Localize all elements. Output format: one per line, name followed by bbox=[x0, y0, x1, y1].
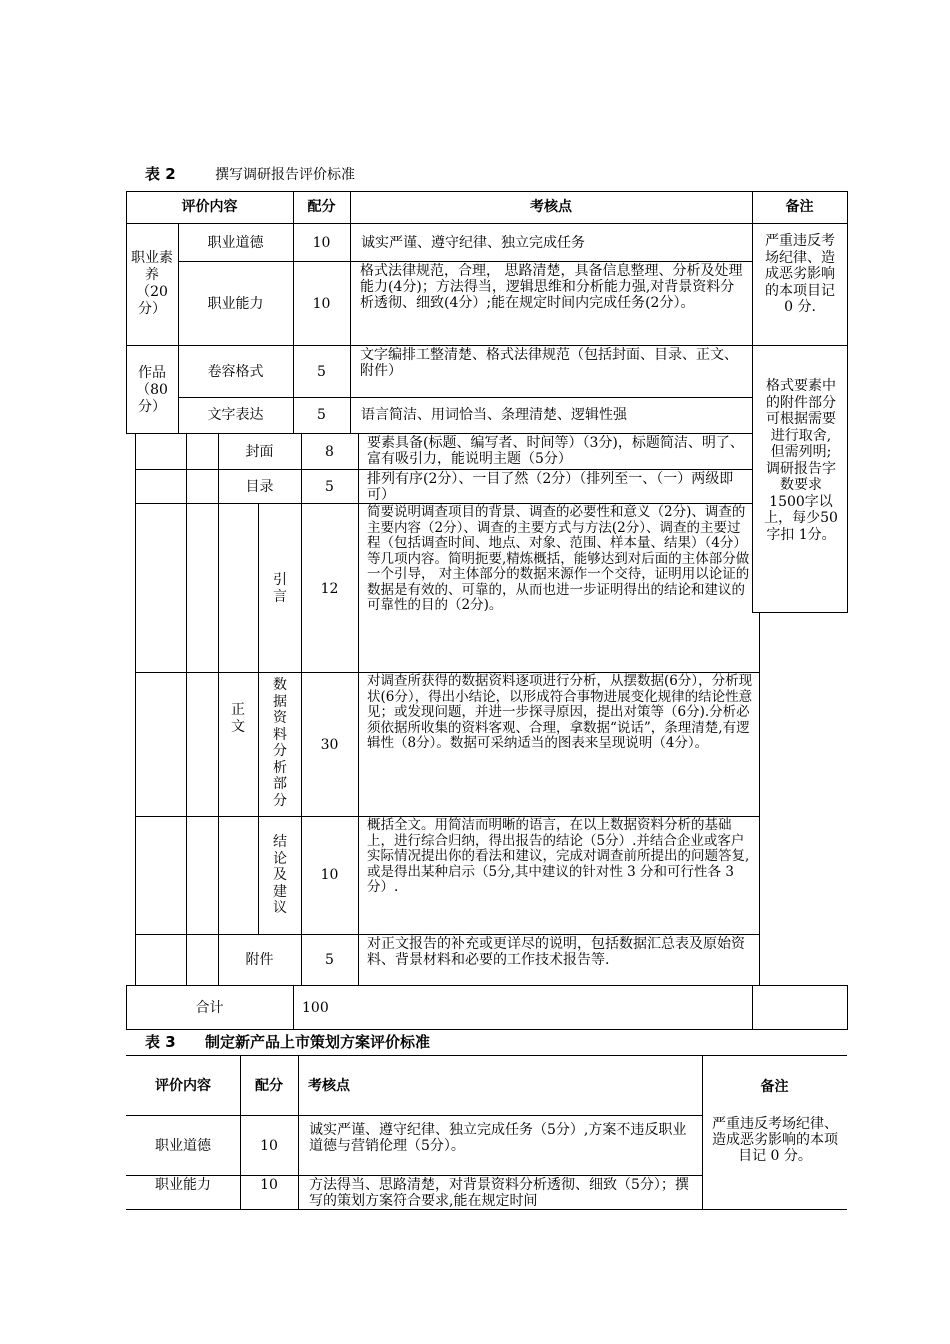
row-ethics-score: 10 bbox=[312, 235, 331, 251]
row-conclusion-score: 10 bbox=[320, 867, 339, 883]
body-section-label: 正文 bbox=[231, 702, 245, 735]
row-cover-label: 封面 bbox=[245, 444, 274, 460]
row-ability-label: 职业能力 bbox=[207, 296, 264, 312]
row-conclusion-desc: 概括全文。用简洁而明晰的语言，在以上数据资料分析的基础上，进行综合归纳，得出报告的结论（5分）.并结合企业或客户实际情况提出你的看法和建议，完成对调查前所提出的问题答复,或是得出某种启示（5分,其中建议的针对性 3 分和可行性各 3分）. bbox=[367, 817, 750, 895]
group-professional: 职业素养（20分） bbox=[131, 250, 173, 317]
row-analysis-score: 30 bbox=[320, 737, 339, 753]
header-notes: 备注 bbox=[785, 199, 814, 215]
table3-caption-number: 表 3 bbox=[145, 1033, 176, 1051]
total-value: 100 bbox=[302, 1000, 329, 1016]
row-toc-score: 5 bbox=[325, 479, 334, 495]
row-intro-label: 引言 bbox=[273, 572, 287, 605]
row-expression-desc: 语言简洁、用词恰当、条理清楚、逻辑性强 bbox=[361, 407, 627, 423]
row-cover-score: 8 bbox=[325, 444, 334, 460]
row-expression-score: 5 bbox=[317, 407, 326, 423]
row-ethics-label: 职业道德 bbox=[207, 235, 264, 251]
row-ability-desc: 格式法律规范，合理， 思路清楚，具备信息整理、分析及处理能力(4分)；方法得当，逻辑思维和分析能力强,对背景资料分析透彻、细致(4分）;能在规定时间内完成任务(2分）。 bbox=[360, 263, 743, 311]
row-format-desc: 文字编排工整清楚、格式法律规范（包括封面、目录、正文、附件） bbox=[360, 347, 738, 379]
row-appendix-label: 附件 bbox=[245, 952, 274, 968]
header-score: 配分 bbox=[307, 199, 336, 215]
total-label: 合计 bbox=[195, 1000, 224, 1016]
t3-header-content: 评价内容 bbox=[155, 1078, 211, 1094]
row-intro-desc: 简要说明调查项目的背景、调查的必要性和意义（2分)、调查的主要内容（2分）、调查的主要方式与方法(2分）、调查的主要过程（包括调查时间、地点、对象、范围、样本量、结果）（4分）等几项内容。简明扼要,精炼概括，能够达到对后面的主体部分做一个引导， 对主体部分的数据来源作一个交待，证明用以论证的数据是有效的、可靠的，从而也进一步证明得出的结论和建议的可靠性的目的（2分)。 bbox=[367, 504, 750, 613]
t3-row-ability-score: 10 bbox=[260, 1177, 278, 1193]
header-content: 评价内容 bbox=[181, 199, 238, 215]
row-analysis-label: 数据资料分析部分 bbox=[273, 677, 287, 809]
table2-caption-title: 撰写调研报告评价标准 bbox=[215, 167, 355, 183]
t3-row-ethics-score: 10 bbox=[260, 1138, 278, 1154]
row-ability-score: 10 bbox=[312, 296, 331, 312]
group-work: 作品（80分） bbox=[136, 365, 168, 415]
row-toc-label: 目录 bbox=[245, 479, 274, 495]
t3-row-ethics-label: 职业道德 bbox=[155, 1138, 211, 1154]
row-appendix-desc: 对正文报告的补充或更详尽的说明，包括数据汇总表及原始资料、背景材料和必要的工作技术报告等. bbox=[367, 936, 745, 968]
t3-note-discipline: 严重违反考场纪律、造成恶劣影响的本项目记 0 分。 bbox=[712, 1116, 838, 1164]
row-appendix-score: 5 bbox=[325, 952, 334, 968]
t3-header-score: 配分 bbox=[255, 1078, 283, 1094]
t3-row-ethics-desc: 诚实严谨、遵守纪律、独立完成任务（5分）,方案不违反职业道德与营销伦理（5分）。 bbox=[309, 1122, 687, 1154]
t3-header-points: 考核点 bbox=[308, 1078, 350, 1094]
header-points: 考核点 bbox=[530, 199, 572, 215]
row-expression-label: 文字表达 bbox=[207, 407, 264, 423]
t3-row-ability-label: 职业能力 bbox=[155, 1177, 211, 1193]
table2-caption-number: 表 2 bbox=[145, 165, 176, 183]
note-discipline: 严重违反考场纪律、造成恶劣影响的本项目记 0 分. bbox=[765, 233, 835, 315]
row-conclusion-label: 结论及建议 bbox=[273, 834, 287, 916]
row-format-score: 5 bbox=[317, 364, 326, 380]
t3-header-notes: 备注 bbox=[760, 1079, 789, 1095]
table3-caption-title: 制定新产品上市策划方案评价标准 bbox=[205, 1033, 431, 1051]
row-analysis-desc: 对调查所获得的数据资料逐项进行分析，从摆数据(6分），分析现状(6分），得出小结论，以形成符合事物进展变化规律的结论性意见；或发现问题，并进一步探寻原因，提出对策等（6分).分析必须依据所收集的资料客观、合理，拿数据“说话”，条理清楚,有逻辑性（8分）。数据可采纳适当的图表来呈现说明（4分）。 bbox=[367, 673, 753, 751]
row-intro-score: 12 bbox=[320, 581, 339, 597]
row-cover-desc: 要素具备(标题、编写者、时间等）（3分)，标题简洁、明了、富有吸引力，能说明主题（5分） bbox=[367, 435, 744, 467]
row-format-label: 卷容格式 bbox=[207, 364, 264, 380]
row-ethics-desc: 诚实严谨、遵守纪律、独立完成任务 bbox=[361, 235, 585, 251]
note-format: 格式要素中的附件部分可根据需要进行取舍,但需列明;调研报告字数要求1500字以上，每少50字扣 1分。 bbox=[764, 378, 838, 543]
row-toc-desc: 排列有序(2分）、一目了然（2分）（排列至一、（一）两级即可） bbox=[367, 471, 734, 503]
t3-row-ability-desc: 方法得当、思路清楚，对背景资料分析透彻、细致（5分）；撰写的策划方案符合要求,能在规定时间 bbox=[309, 1177, 689, 1209]
